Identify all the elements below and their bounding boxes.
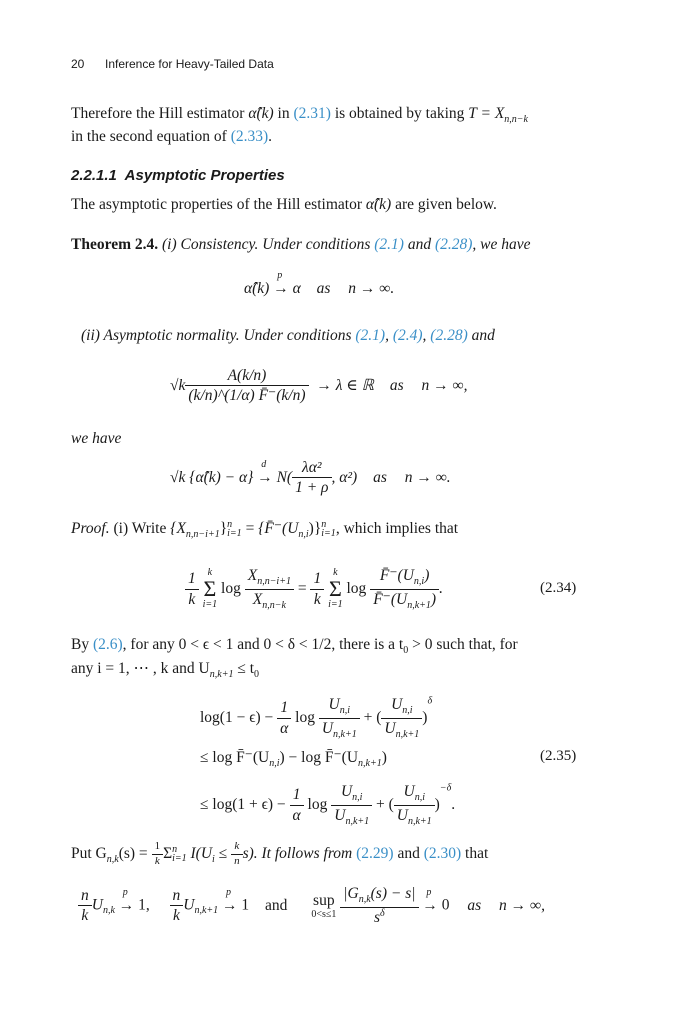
- equation-consistency: α̂(k) p → α as n → ∞.: [244, 270, 395, 297]
- equation-2-34: $\frac{1}{k}$ k Σ i=1 log $\frac{X_{n,n-i+1}}{X_{n,n-k}}$ = $\frac{1}{k}$ k Σ i=1 log $\frac{F̄^-(U_{n,i})}{F̄^-(U_{n,k+1})}$ .: [185, 566, 443, 612]
- ref-2-30[interactable]: (2.30): [423, 844, 462, 862]
- equation-2-35-line-3: ≤ log(1 + ϵ) − $\frac{1}{\alpha}$ log $\frac{U_{n,i}}{U_{n,k+1}}$ + ( $\frac{U_{n,i}}{U_{n,k+1}}$ )$^{-\delta}$.: [200, 782, 456, 827]
- ref-2-4[interactable]: (2.4): [392, 327, 423, 344]
- ref-2-29[interactable]: (2.29): [356, 844, 394, 862]
- equation-normality: √k {α̂(k) − α} d → N( $\frac{\text{λα²}}{1 + \rho}$ , α²) as n → ∞.: [170, 458, 451, 497]
- equation-final: $\frac{n}{k}$ $U_{n,k}$ p → 1, $\frac{n}{k}$ $U_{n,k+1}$ p → 1 and sup 0<s≤1 $\frac{|G_{n,k}(s) - s|}{s^\delta}$ p → 0 as n → ∞,: [78, 884, 545, 927]
- ref-2-33[interactable]: (2.33): [230, 128, 269, 145]
- ref-2-31[interactable]: (2.31): [293, 105, 331, 122]
- running-title: Inference for Heavy-Tailed Data: [105, 57, 274, 71]
- equation-2-35-line-1: log(1 − ϵ) − $\frac{1}{\alpha}$ log $\frac{U_{n,i}}{U_{n,k+1}}$ + ( $\frac{U_{n,i}}{U_{n,k+1}}$ )$^\delta$: [200, 695, 433, 740]
- ref-2-1[interactable]: (2.1): [374, 236, 404, 253]
- proof-line: Proof. (i) Write $\{X_{n,n-i+1}\}$ n i=1 = $\{F̄^-(U_{n,i})\}$ n i=1 , which implies that: [71, 519, 459, 541]
- paragraph-1-line-2: in the second equation of (2.33).: [71, 128, 273, 145]
- theorem-statement: Theorem 2.4. (i) Consistency. Under conditions (2.1) and (2.28), we have: [71, 236, 531, 253]
- ref-2-28[interactable]: (2.28): [434, 236, 473, 253]
- equation-bias-condition: √k $\frac{A(k/n)}{(k/n)\^{}(1/\alpha) F̄^-(k/n)}$ → λ ∈ ℝ as n → ∞,: [170, 367, 468, 405]
- paragraph-1-line-1: Therefore the Hill estimator α̂(k) in (2.31) is obtained by taking $T = X_{n,n-k}$: [71, 105, 528, 126]
- equation-2-35-line-2: ≤ $\log F̄^-(U_{n,i}) - \log$ $F̄^-(U_{n,k+1})$: [200, 749, 387, 770]
- paragraph-2: The asymptotic properties of the Hill estimator α̂(k) are given below.: [71, 196, 497, 213]
- paragraph-4: Put $G_{n,k}(s)$ = $\frac{1}{k}$ Σ n i=1 $I(U_i$ ≤ $\frac{k}{n}$ s). It follows from (2.29) and (2.30) that: [71, 840, 489, 867]
- theorem-label: Theorem 2.4.: [71, 236, 159, 253]
- paragraph-3-line-1: By (2.6), for any 0 < ϵ < 1 and 0 < δ < 1/2, there is a $t_0 > 0$ such that, for: [71, 636, 518, 657]
- section-heading: 2.2.1.1 Asymptotic Properties: [71, 167, 285, 184]
- page-number: 20: [71, 57, 85, 71]
- proof-label: Proof.: [71, 520, 110, 537]
- equation-number-2-35: (2.35): [540, 748, 577, 764]
- ref-2-6[interactable]: (2.6): [92, 636, 123, 653]
- paragraph-3-line-2: any i = 1, ⋯ , k and $U_{n,k+1} \le t_0$: [71, 660, 260, 681]
- ref-2-28-b[interactable]: (2.28): [430, 327, 468, 344]
- ref-2-1-b[interactable]: (2.1): [355, 327, 386, 344]
- theorem-part-2: (ii) Asymptotic normality. Under conditions (2.1), (2.4), (2.28) and: [81, 327, 495, 344]
- we-have-text: we have: [71, 430, 122, 447]
- equation-number-2-34: (2.34): [540, 580, 577, 596]
